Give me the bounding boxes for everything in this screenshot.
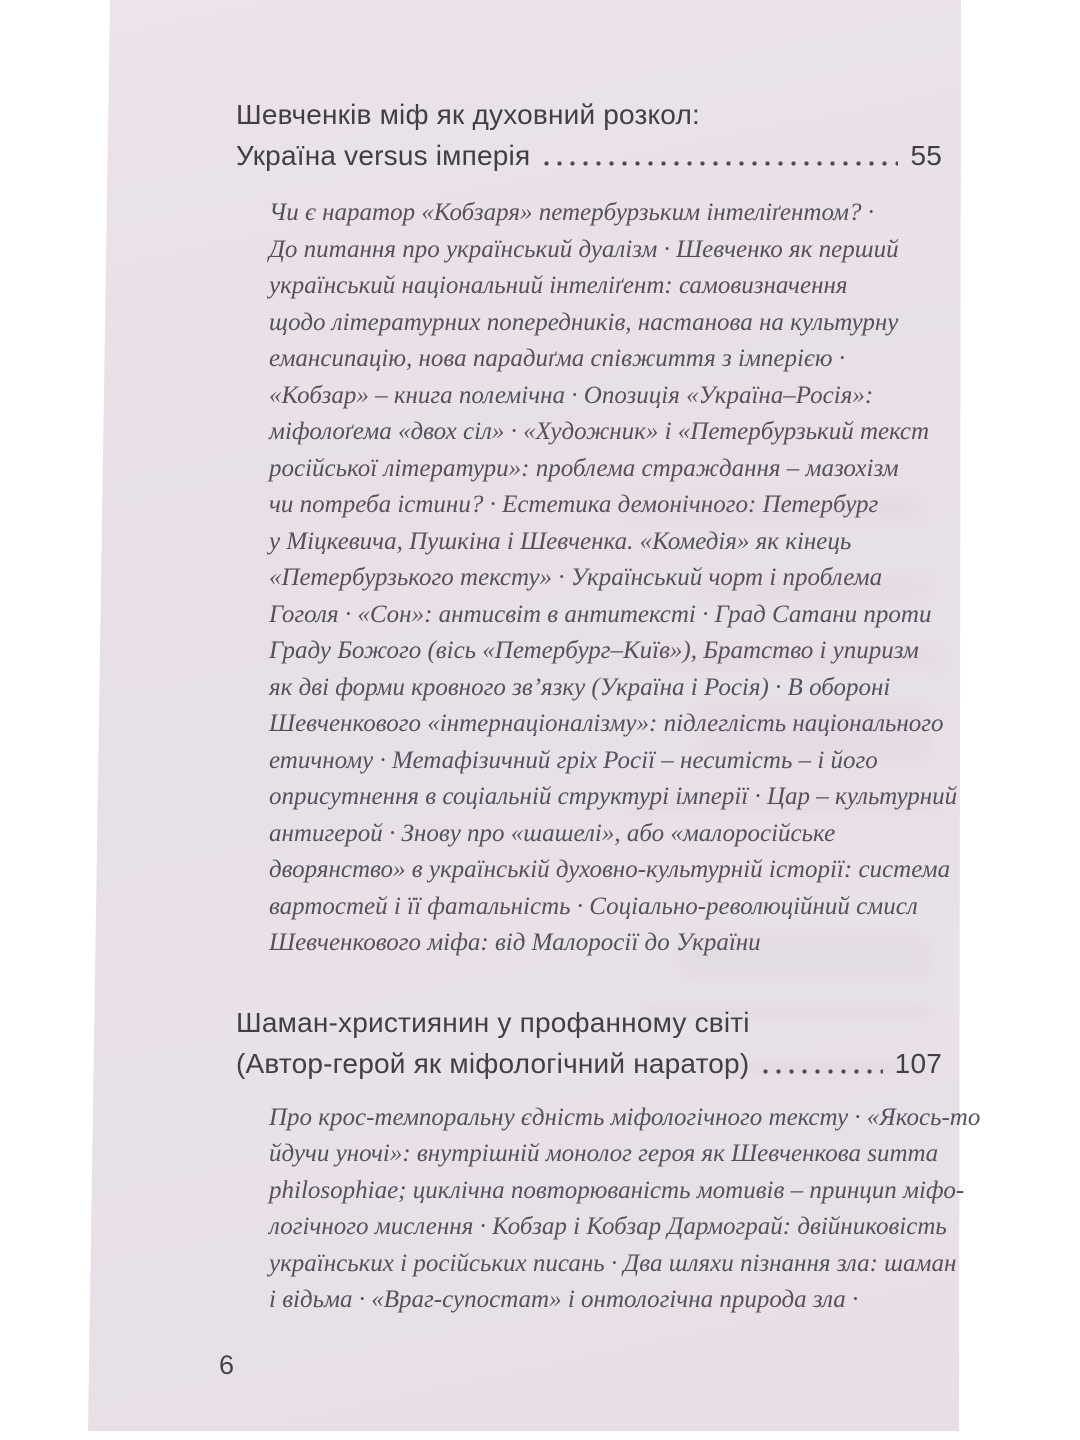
chapter-summary: Чи є наратор «Кобзаря» петербурзьким інтеліґентом? · До питання про український дуалізм · Шевченко як перший український національний інтеліґент: самовизначення щодо літературних попередників, настанова на культурну емансипацію, нова парадиґма співжиття з імперією · «Кобзар» – книга полемічна · Опозиція «Україна–Росія»: міфолоґема «двох сіл» · «Художник» і «Петербурзький текст російської літератури»: проблема страждання – мазохізм чи потреба істини? · Естетика демонічного: Петербург у Міцкевича, Пушкіна і Шевченка. «Комедія» як кінець «Петербурзького тексту» · Український чорт і проблема Гоголя · «Сон»: антисвіт в антитексті · Град Сатани проти Граду Божого (вісь «Петербург–Київ»), Братство і упиризм як дві форми кровного зв’язку (Україна і Росія) · В обороні Шевченкового «інтернаціоналізму»: підлеглість національного етичному · Метафізичний гріх Росії – неситість – і його оприсутнення в соціальній структурі імперії · Цар – культурний антигерой · Знову про «шашелі», або «малоросійське дворянство» в українській духовно-культурній історії: система вартостей і її фатальність · Соціально-революційний смисл Шевченкового міфа: від Малоросії до України xyxy=(269,199,958,956)
toc-entry-leader-row xyxy=(236,135,942,176)
chapter-summary: Про крос-темпоральну єдність міфологічного тексту · «Якось-то йдучи уночі»: внутрішній монолог героя як Шевченкова summa philosophiae; циклічна повторюваність мотивів – принцип міфо- логічного мислення · Кобзар і Кобзар Дармограй: двійниковість українських і російських писань · Два шляхи пізнання зла: шаман і відьма · «Враг-супостат» і онтологічна природа зла · xyxy=(269,1103,981,1313)
toc-entry-title-line: Україна versus імперія xyxy=(236,140,531,171)
toc-entry-page-number: 55 xyxy=(910,140,942,171)
toc-entry-title-line: (Автор-герой як міфологічний наратор) xyxy=(236,1047,750,1079)
toc-entry-page-number: 107 xyxy=(894,1047,942,1079)
toc-entry-leader-row xyxy=(236,1043,942,1084)
folio-page-number: 6 xyxy=(219,1350,235,1380)
table-of-contents xyxy=(236,94,981,1319)
dot-leader xyxy=(763,1069,882,1074)
toc-entry-title-line: Шевченків міф як духовний розкол: xyxy=(236,99,700,130)
toc-entry-shevchenkiv-mif xyxy=(236,94,958,962)
toc-entry-title-line: Шаман-християнин у профанному світі xyxy=(236,1006,750,1038)
toc-entry-shaman-khrystyianyn xyxy=(236,1002,981,1319)
dot-leader xyxy=(544,161,898,166)
